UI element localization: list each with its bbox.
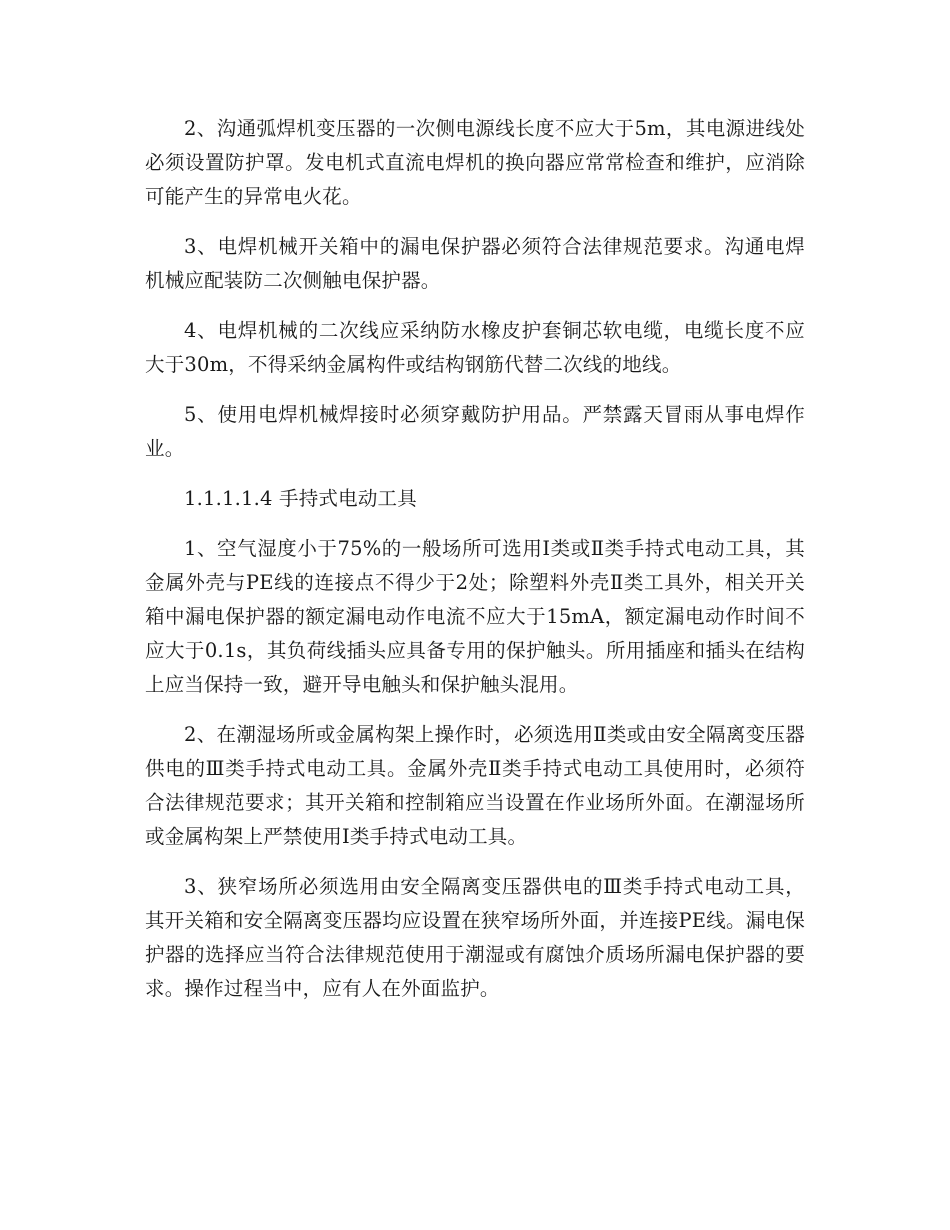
paragraph-welder-transformer: 2、沟通弧焊机变压器的一次侧电源线长度不应大于5m，其电源进线处必须设置防护罩。发电机式直流电焊机的换向器应常常检查和维护，应消除可能产生的异常电火花。	[145, 117, 805, 208]
section-heading: 1.1.1.1.4 手持式电动工具	[184, 487, 417, 510]
paragraph-protective-equipment: 5、使用电焊机械焊接时必须穿戴防护用品。严禁露天冒雨从事电焊作业。	[145, 403, 805, 460]
paragraph-secondary-cable: 4、电焊机械的二次线应采纳防水橡皮护套铜芯软电缆，电缆长度不应大于30m，不得采纳金属构件或结构钢筋代替二次线的地线。	[145, 319, 805, 376]
paragraph-humidity-tools: 1、空气湿度小于75%的一般场所可选用Ⅰ类或Ⅱ类手持式电动工具，其金属外壳与PE线的连接点不得少于2处；除塑料外壳Ⅱ类工具外，相关开关箱中漏电保护器的额定漏电动作电流不应大于15mA，额定漏电动作时间不应大于0.1s，其负荷线插头应具备专用的保护触头。所用插座和插头在结构上应当保持一致，避开导电触头和保护触头混用。	[145, 537, 805, 696]
paragraph-damp-locations: 2、在潮湿场所或金属构架上操作时，必须选用Ⅱ类或由安全隔离变压器供电的Ⅲ类手持式电动工具。金属外壳Ⅱ类手持式电动工具使用时，必须符合法律规范要求；其开关箱和控制箱应当设置在作业场所外面。在潮湿场所或金属构架上严禁使用Ⅰ类手持式电动工具。	[145, 723, 805, 848]
paragraph-switch-box-protector: 3、电焊机械开关箱中的漏电保护器必须符合法律规范要求。沟通电焊机械应配装防二次侧触电保护器。	[145, 235, 805, 292]
paragraph-narrow-locations: 3、狭窄场所必须选用由安全隔离变压器供电的Ⅲ类手持式电动工具，其开关箱和安全隔离变压器均应设置在狭窄场所外面，并连接PE线。漏电保护器的选择应当符合法律规范使用于潮湿或有腐蚀介质场所漏电保护器的要求。操作过程当中，应有人在外面监护。	[145, 875, 805, 1000]
document-page	[145, 112, 805, 1022]
